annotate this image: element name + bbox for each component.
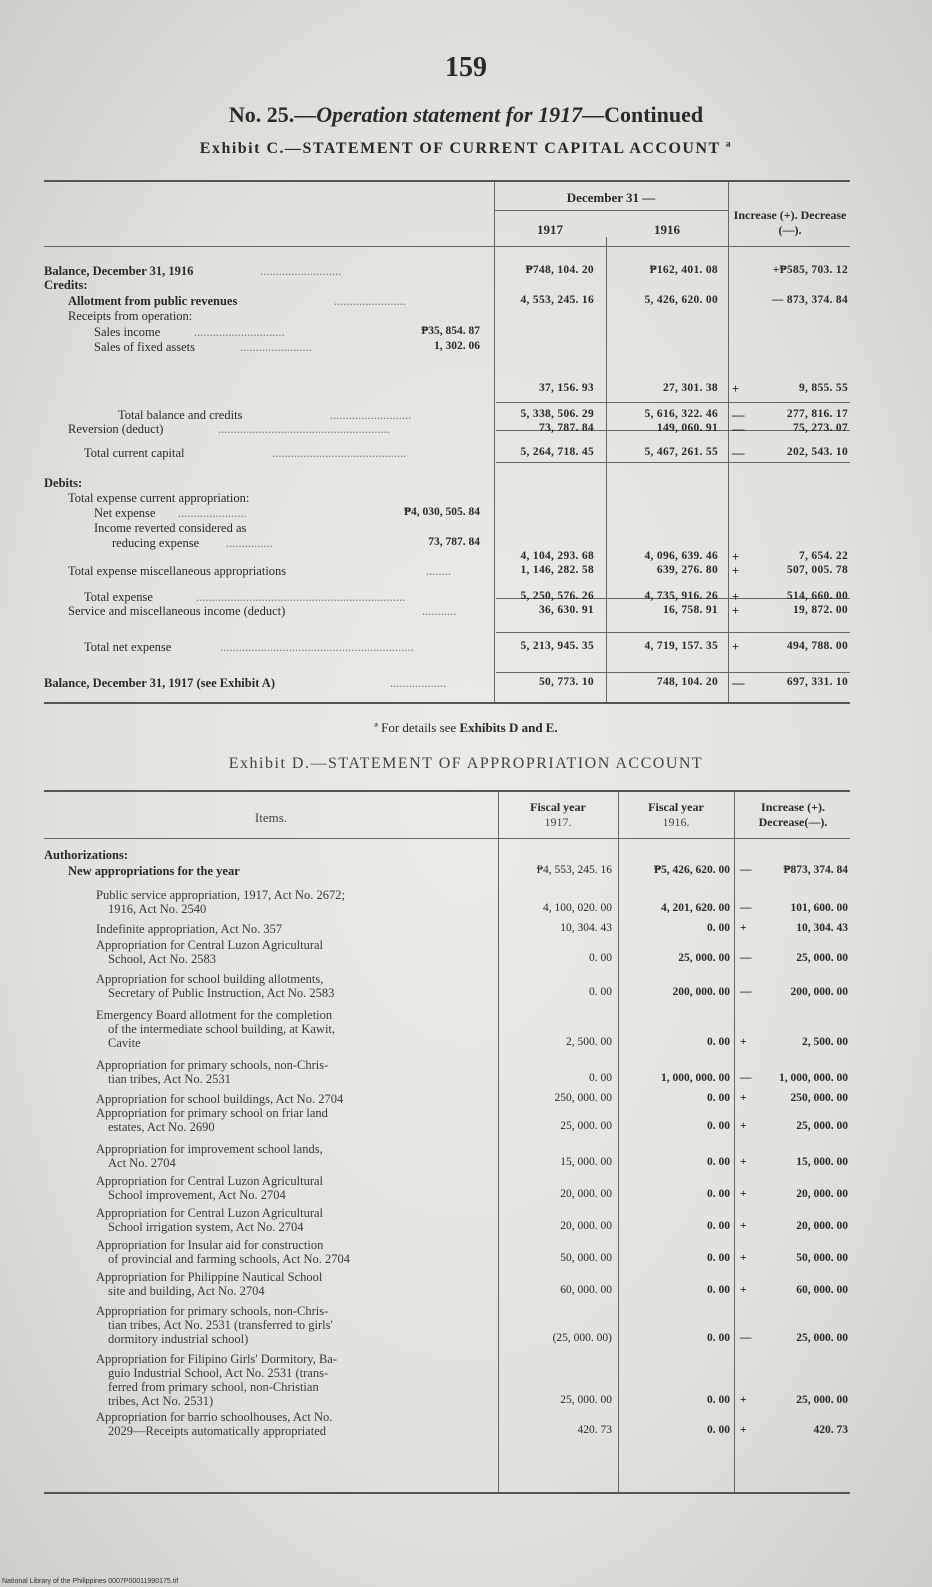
amount-diff: 15, 000. 00 — [796, 1156, 848, 1168]
table-row: Sales income ............................. ₱35, 854. 87 — [94, 325, 480, 339]
item-label-line: Public service appropriation, 1917, Act No. 2672; — [96, 888, 345, 902]
amount-v1917: 0. 00 — [589, 986, 612, 998]
amount-v1917: 50, 000. 00 — [560, 1252, 612, 1264]
exhibit-c-heading: Exhibit C.—STATEMENT OF CURRENT CAPITAL ACCOUNT ª — [199, 140, 733, 157]
footnote-bold: Exhibits D and E. — [459, 720, 558, 735]
amount-v1916: 25, 000. 00 — [678, 952, 730, 964]
table-row: Credits: — [44, 278, 88, 292]
change-sign: + — [740, 1156, 747, 1168]
change-sign: + — [740, 922, 747, 934]
title-prefix: No. 25.— — [228, 102, 317, 127]
table-row: Total expense current appropriation: — [68, 491, 250, 505]
change-sign: — — [740, 864, 752, 876]
amount-v1917: ₱4, 553, 245. 16 — [536, 864, 612, 876]
table-row: 4, 104, 293. 68 4, 096, 639. 46 + 7, 654. 22 — [520, 550, 848, 564]
header-1916: 1916 — [654, 222, 680, 237]
change-sign: + — [740, 1220, 747, 1232]
table-row: Balance, December 31, 1917 (see Exhibit A) .................. 50, 773. 10 748, 104. 20 — 697, 331. 10 — [44, 676, 848, 690]
amount-diff: 25, 000. 00 — [796, 952, 848, 964]
item-label-line: Cavite — [108, 1036, 141, 1050]
table-row: Income reverted considered as — [94, 521, 247, 535]
footnote-prefix: ª For details see — [374, 720, 460, 735]
title-italic: Operation statement for 1917 — [316, 102, 583, 127]
change-sign: — — [740, 1072, 752, 1084]
item-label-line: Appropriation for school building allotments, — [96, 972, 324, 986]
page-title — [0, 102, 932, 128]
item-label-line: Appropriation for Central Luzon Agricultural — [96, 1174, 324, 1188]
header-december-31: December 31 — — [566, 190, 656, 205]
item-label-line: Appropriation for improvement school lands, — [96, 1142, 323, 1156]
table-row: Allotment from public revenues ....................... 4, 553, 245. 16 5, 426, 620. 00 — 873, 374. 84 — [68, 294, 848, 308]
amount-diff: 25, 000. 00 — [796, 1394, 848, 1406]
header-fiscal-1916-line-2: 1916. — [662, 815, 690, 829]
item-label-line: of the intermediate school building, at Kawit, — [108, 1022, 336, 1036]
amount-diff: ₱873, 374. 84 — [783, 864, 848, 876]
item-label-line: Appropriation for school buildings, Act No. 2704 — [96, 1092, 344, 1106]
header-fiscal-1916-line-1: Fiscal year — [648, 800, 704, 814]
amount-v1916: 4, 201, 620. 00 — [661, 902, 730, 914]
item-label-line: of provincial and farming schools, Act No. 2704 — [108, 1252, 350, 1266]
amount-v1916: 0. 00 — [707, 1394, 730, 1406]
amount-v1917: 420. 73 — [577, 1424, 612, 1436]
header-1917: 1917 — [537, 222, 563, 237]
header-increase-decrease-d — [736, 800, 850, 830]
item-label-line: Appropriation for primary school on friar land — [96, 1106, 328, 1120]
amount-v1916: 0. 00 — [707, 1332, 730, 1344]
item-label-line: site and building, Act No. 2704 — [108, 1284, 265, 1298]
item-label-line: Secretary of Public Instruction, Act No. 2583 — [108, 986, 335, 1000]
exhibit-d-table — [44, 790, 850, 1494]
header-fiscal-1917-line-2: 1917. — [544, 815, 572, 829]
amount-v1916: 0. 00 — [707, 1252, 730, 1264]
amount-diff: 10, 304. 43 — [796, 922, 848, 934]
item-label-line: 2029—Receipts automatically appropriated — [108, 1424, 326, 1438]
page-number: 159 — [445, 52, 487, 83]
table-row: Total expense miscellaneous appropriations ........ 1, 146, 282. 58 639, 276. 80 + 507, 005. 78 — [68, 564, 848, 578]
header-increase-line: Increase (+). — [761, 800, 825, 814]
item-label-line: 1916, Act No. 2540 — [108, 902, 207, 916]
item-label-line: tribes, Act No. 2531) — [108, 1394, 214, 1408]
table-row: Reversion (deduct) ....................................................... 73, 787. 84 149, 060. 91 — 75, 273. 07 — [68, 422, 848, 436]
amount-v1916: ₱5, 426, 620. 00 — [653, 864, 730, 876]
amount-diff: 60, 000. 00 — [796, 1284, 848, 1296]
amount-v1916: 0. 00 — [707, 1036, 730, 1048]
item-label-line: School irrigation system, Act No. 2704 — [108, 1220, 304, 1234]
amount-v1917: (25, 000. 00) — [552, 1332, 612, 1344]
amount-v1917: 250, 000. 00 — [554, 1092, 612, 1104]
amount-diff: 1, 000, 000. 00 — [779, 1072, 848, 1084]
header-increase-decrease: Increase (+). Decrease (—). — [733, 208, 847, 237]
amount-v1916: 1, 000, 000. 00 — [661, 1072, 730, 1084]
exhibit-c-table — [44, 180, 850, 704]
amount-diff: 2, 500. 00 — [802, 1036, 848, 1048]
change-sign: + — [740, 1120, 747, 1132]
item-label-line: estates, Act No. 2690 — [108, 1120, 215, 1134]
change-sign: + — [740, 1424, 747, 1436]
amount-v1917: 20, 000. 00 — [560, 1188, 612, 1200]
title-suffix: —Continued — [582, 102, 704, 127]
item-label-line: tian tribes, Act No. 2531 — [108, 1072, 231, 1086]
change-sign: — — [740, 1332, 752, 1344]
table-row: Debits: — [44, 476, 83, 490]
table-row: 37, 156. 93 27, 301. 38 + 9, 855. 55 — [538, 382, 848, 396]
table-row: Balance, December 31, 1916 .......................... ₱748, 104. 20 ₱162, 401. 08 +₱585, 703. 12 — [44, 264, 848, 278]
amount-v1916: 0. 00 — [707, 922, 730, 934]
change-sign: + — [740, 1394, 747, 1406]
item-label-line: School improvement, Act No. 2704 — [108, 1188, 286, 1202]
table-row: Net expense ...................... ₱4, 030, 505. 84 — [94, 506, 480, 520]
amount-diff: 50, 000. 00 — [796, 1252, 848, 1264]
amount-v1916: 0. 00 — [707, 1120, 730, 1132]
change-sign: + — [740, 1036, 747, 1048]
amount-v1917: 0. 00 — [589, 952, 612, 964]
amount-diff: 25, 000. 00 — [796, 1120, 848, 1132]
amount-v1917: 15, 000. 00 — [560, 1156, 612, 1168]
item-label-line: guio Industrial School, Act No. 2531 (trans- — [108, 1366, 329, 1380]
footer-label: National Library of the Philippines 0007P00011990175.tif — [2, 1578, 179, 1585]
change-sign: + — [740, 1252, 747, 1264]
header-fiscal-1917-line-1: Fiscal year — [530, 800, 586, 814]
change-sign: — — [740, 952, 752, 964]
amount-v1917: 4, 100, 020. 00 — [543, 902, 612, 914]
amount-v1916: 0. 00 — [707, 1220, 730, 1232]
amount-v1917: 25, 000. 00 — [560, 1394, 612, 1406]
table-row: Service and miscellaneous income (deduct) ........... 36, 630. 91 16, 758. 91 + 19, 872. 00 — [68, 604, 848, 618]
header-fiscal-1917 — [498, 800, 618, 830]
item-label-line: New appropriations for the year — [68, 864, 240, 878]
table-row: Total net expense .............................................................. 5, 213, 945. 35 4, 719, 157. 35 + 494, 788. 00 — [84, 640, 848, 654]
amount-v1916: 0. 00 — [707, 1188, 730, 1200]
amount-diff: 200, 000. 00 — [790, 986, 848, 998]
amount-diff: 25, 000. 00 — [796, 1332, 848, 1344]
table-row: Total current capital ........................................... 5, 264, 718. 45 5, 467, 261. 55 — 202, 543. 10 — [84, 446, 848, 460]
amount-v1917: 20, 000. 00 — [560, 1220, 612, 1232]
amount-v1917: 0. 00 — [589, 1072, 612, 1084]
item-label-line: Authorizations: — [44, 848, 129, 862]
amount-diff: 250, 000. 00 — [790, 1092, 848, 1104]
change-sign: + — [740, 1284, 747, 1296]
item-label-line: dormitory industrial school) — [108, 1332, 249, 1346]
item-label-line: Appropriation for Central Luzon Agricultural — [96, 1206, 324, 1220]
item-label-line: Emergency Board allotment for the completion — [96, 1008, 333, 1022]
change-sign: — — [740, 902, 752, 914]
header-fiscal-1916 — [618, 800, 734, 830]
item-label-line: School, Act No. 2583 — [108, 952, 216, 966]
change-sign: + — [740, 1188, 747, 1200]
amount-v1917: 25, 000. 00 — [560, 1120, 612, 1132]
table-row: Receipts from operation: — [68, 309, 193, 323]
table-row: Total expense ................................................................... 5, 250, 576. 26 4, 735, 916. 26 + 514, 660. 00 — [84, 590, 848, 604]
item-label-line: Appropriation for Insular aid for construction — [96, 1238, 324, 1252]
amount-diff: 20, 000. 00 — [796, 1220, 848, 1232]
item-label-line: Appropriation for Central Luzon Agricultural — [96, 938, 324, 952]
amount-diff: 20, 000. 00 — [796, 1188, 848, 1200]
amount-v1917: 60, 000. 00 — [560, 1284, 612, 1296]
item-label-line: Act No. 2704 — [108, 1156, 176, 1170]
exhibit-d-heading: Exhibit D.—STATEMENT OF APPROPRIATION ACCOUNT — [228, 755, 704, 772]
item-label-line: Appropriation for barrio schoolhouses, Act No. — [96, 1410, 333, 1424]
change-sign: — — [740, 986, 752, 998]
item-label-line: ferred from primary school, non-Christian — [108, 1380, 319, 1394]
item-label-line: Appropriation for Filipino Girls' Dormitory, Ba- — [96, 1352, 337, 1366]
amount-diff: 101, 600. 00 — [790, 902, 848, 914]
table-row: Sales of fixed assets ....................... 1, 302. 06 — [94, 340, 480, 354]
amount-diff: 420. 73 — [813, 1424, 848, 1436]
amount-v1917: 2, 500. 00 — [566, 1036, 612, 1048]
header-decrease-line: Decrease(—). — [758, 815, 828, 829]
item-label-line: Appropriation for primary schools, non-Chris- — [96, 1304, 329, 1318]
amount-v1916: 0. 00 — [707, 1092, 730, 1104]
amount-v1916: 0. 00 — [707, 1156, 730, 1168]
table-row: reducing expense ............... 73, 787. 84 — [112, 536, 480, 550]
table-row: Total balance and credits .......................... 5, 338, 506. 29 5, 616, 322. 46 — 277, 816. 17 — [118, 408, 848, 422]
amount-v1916: 0. 00 — [707, 1284, 730, 1296]
amount-v1916: 200, 000. 00 — [672, 986, 730, 998]
amount-v1917: 10, 304. 43 — [560, 922, 612, 934]
item-label-line: tian tribes, Act No. 2531 (transferred to girls' — [108, 1318, 333, 1332]
change-sign: + — [740, 1092, 747, 1104]
footnote — [0, 720, 932, 736]
header-items: Items. — [254, 810, 288, 825]
item-label-line: Appropriation for Philippine Nautical School — [96, 1270, 323, 1284]
item-label-line: Appropriation for primary schools, non-Chris- — [96, 1058, 329, 1072]
amount-v1916: 0. 00 — [707, 1424, 730, 1436]
item-label-line: Indefinite appropriation, Act No. 357 — [96, 922, 283, 936]
